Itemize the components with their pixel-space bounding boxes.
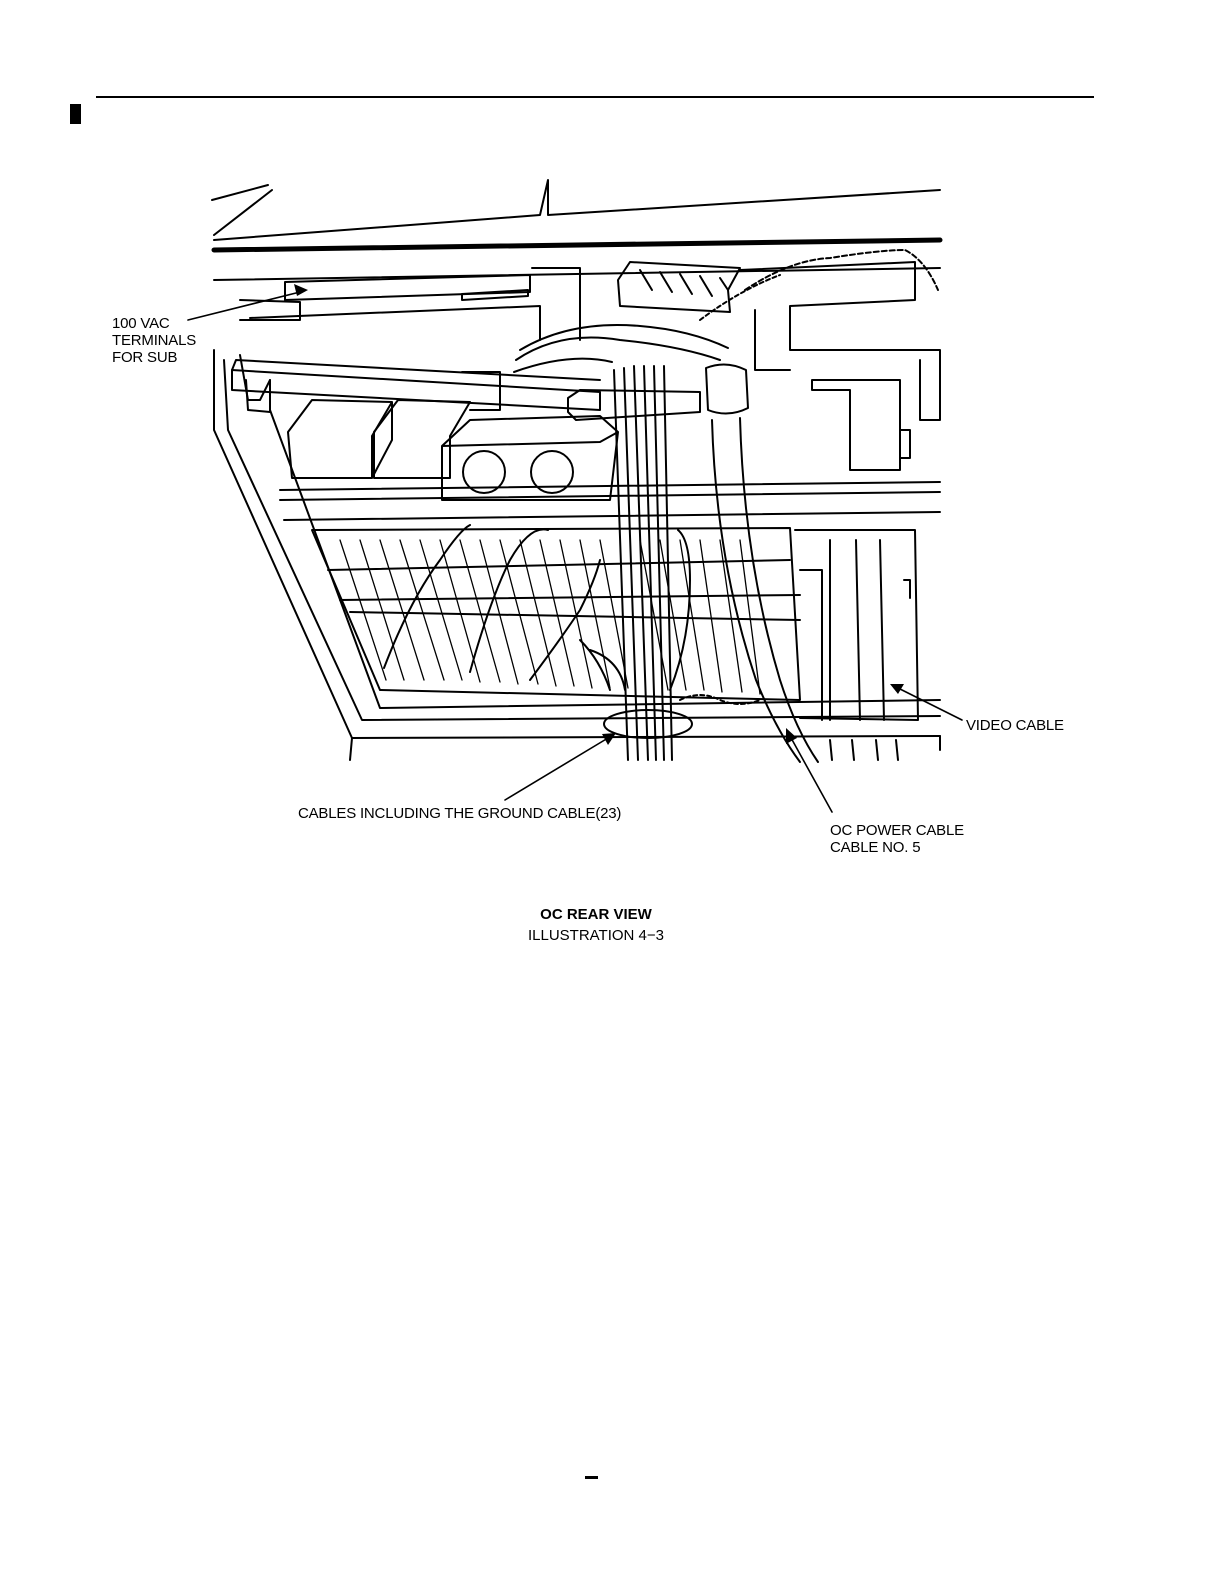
figure-caption-title: OC REAR VIEW bbox=[540, 906, 652, 923]
figure-caption-subtitle: ILLUSTRATION 4−3 bbox=[527, 927, 665, 944]
relay-box-left bbox=[288, 400, 392, 478]
ground-cables-arrowhead bbox=[602, 733, 616, 745]
callout-terminals: 100 VAC TERMINALS FOR SUB bbox=[112, 315, 197, 366]
power-cable-leader bbox=[790, 736, 832, 812]
callout-video-cable: VIDEO CABLE bbox=[966, 717, 1064, 734]
callout-power-cable: OC POWER CABLE CABLE NO. 5 bbox=[830, 822, 964, 856]
housing-top-band bbox=[214, 240, 940, 250]
housing-top-edge bbox=[212, 180, 940, 240]
ground-cables-leader bbox=[505, 738, 608, 800]
video-cable-arrowhead bbox=[890, 684, 904, 694]
relay-box-middle bbox=[374, 400, 470, 478]
connector-block bbox=[618, 262, 740, 312]
page-number-mark bbox=[585, 1476, 598, 1479]
terminals-arrowhead bbox=[294, 284, 308, 296]
board-rack bbox=[312, 528, 800, 700]
callout-ground-cables: CABLES INCLUDING THE GROUND CABLE(23) bbox=[298, 805, 622, 822]
